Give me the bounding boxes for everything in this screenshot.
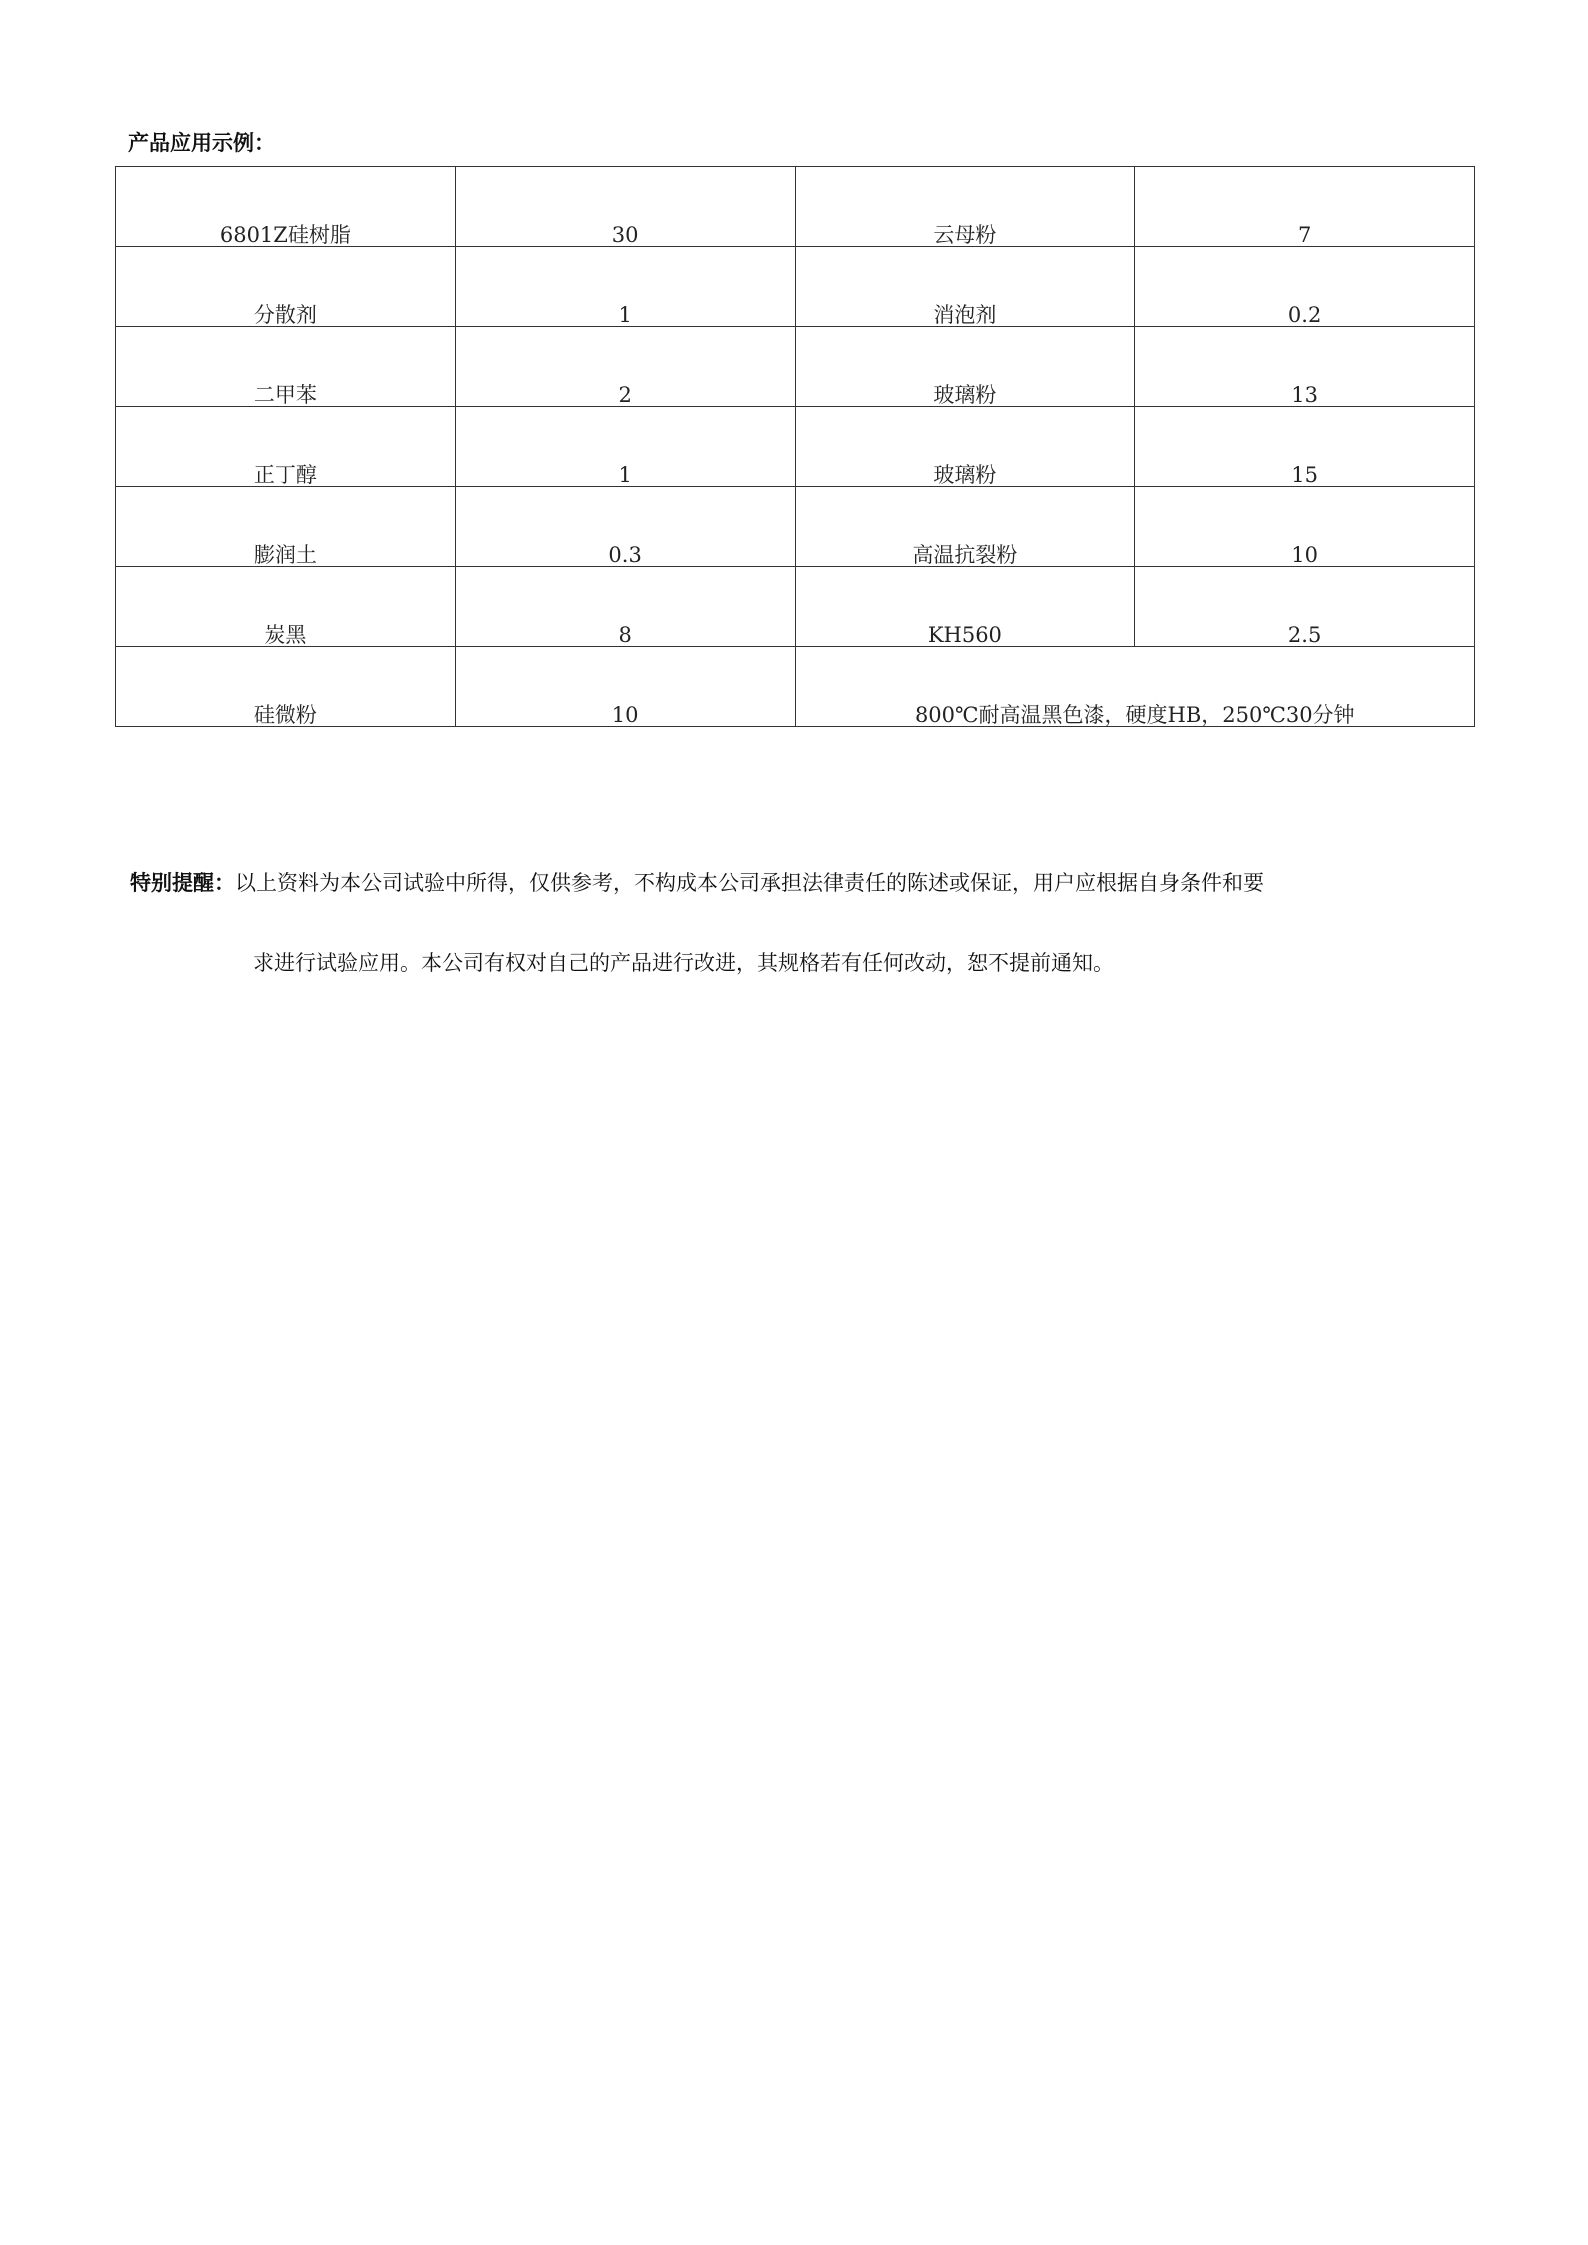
ingredient-name: 硅微粉 (116, 647, 456, 727)
ingredient-amount: 1 (455, 407, 795, 487)
ingredient-name: 消泡剂 (795, 247, 1135, 327)
coating-spec-note: 800℃耐高温黑色漆，硬度HB，250℃30分钟 (795, 647, 1475, 727)
ingredient-amount: 0.3 (455, 487, 795, 567)
table-row (116, 247, 1475, 327)
ingredient-name: 炭黑 (116, 567, 456, 647)
disclaimer-continuation: 求进行试验应用。本公司有权对自己的产品进行改进，其规格若有任何改动，恕不提前通知。 (253, 951, 1114, 975)
ingredient-name: 6801Z硅树脂 (116, 167, 456, 247)
ingredient-amount: 13 (1135, 327, 1475, 407)
ingredient-amount: 30 (455, 167, 795, 247)
ingredient-amount: 8 (455, 567, 795, 647)
ingredient-amount: 2.5 (1135, 567, 1475, 647)
ingredient-amount: 15 (1135, 407, 1475, 487)
table-row (116, 487, 1475, 567)
ingredient-name: KH560 (795, 567, 1135, 647)
ingredient-name: 高温抗裂粉 (795, 487, 1135, 567)
ingredient-amount: 0.2 (1135, 247, 1475, 327)
ingredient-name: 玻璃粉 (795, 327, 1135, 407)
ingredient-name: 分散剂 (116, 247, 456, 327)
disclaimer-label: 特别提醒： (130, 871, 235, 895)
ingredient-amount: 1 (455, 247, 795, 327)
table-row (116, 647, 1475, 727)
ingredient-amount: 7 (1135, 167, 1475, 247)
disclaimer (130, 868, 1460, 898)
table-row (116, 567, 1475, 647)
table-row (116, 167, 1475, 247)
disclaimer-text: 以上资料为本公司试验中所得，仅供参考，不构成本公司承担法律责任的陈述或保证，用户应根据自身条件和要 (235, 871, 1264, 895)
ingredient-name: 正丁醇 (116, 407, 456, 487)
ingredient-amount: 10 (455, 647, 795, 727)
ingredient-name: 玻璃粉 (795, 407, 1135, 487)
ingredient-amount: 10 (1135, 487, 1475, 567)
table-row (116, 407, 1475, 487)
section-title: 产品应用示例： (128, 131, 275, 155)
table-row (116, 327, 1475, 407)
ingredient-name: 膨润土 (116, 487, 456, 567)
ingredient-name: 云母粉 (795, 167, 1135, 247)
ingredient-amount: 2 (455, 327, 795, 407)
formulation-table (115, 166, 1475, 727)
ingredient-name: 二甲苯 (116, 327, 456, 407)
